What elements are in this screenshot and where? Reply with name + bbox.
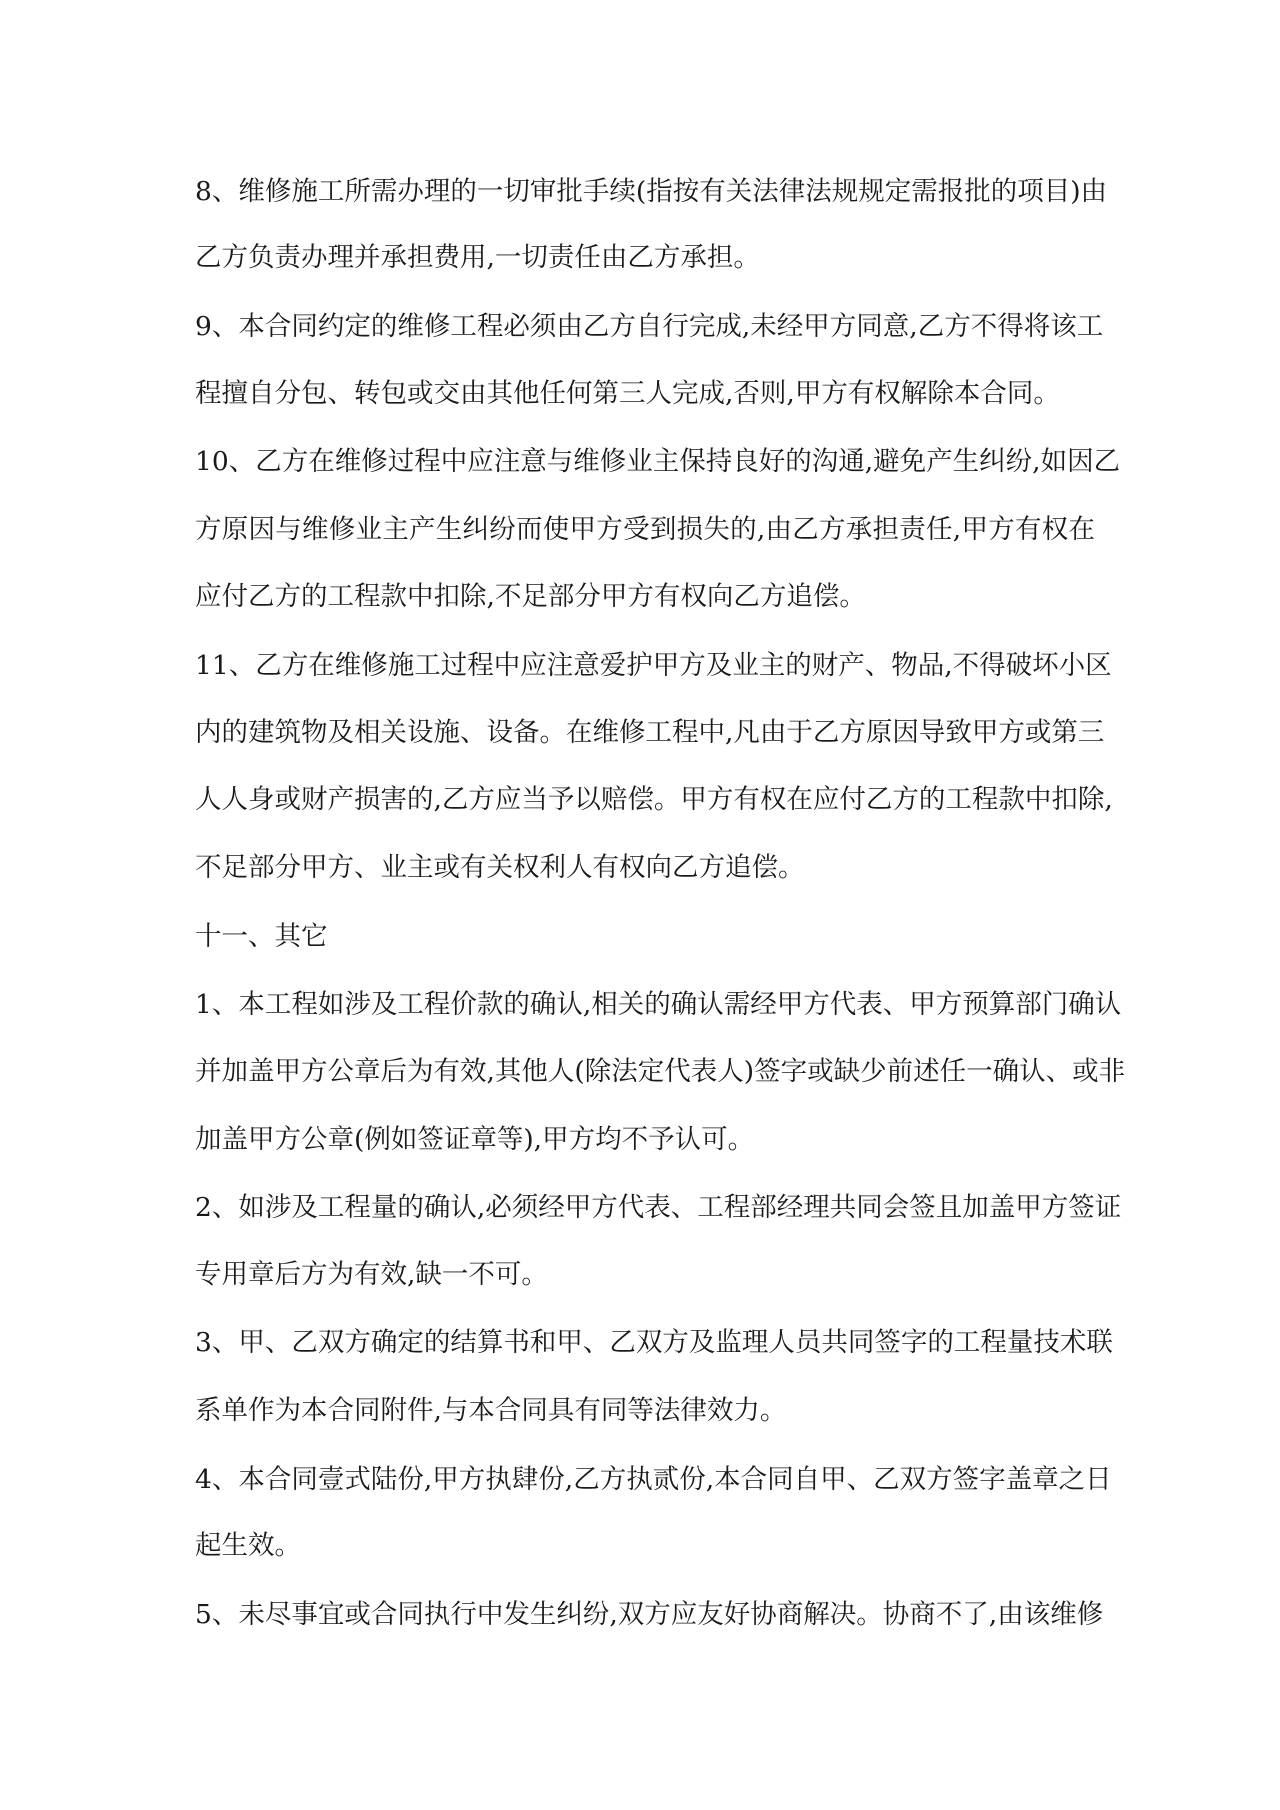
text-line: 4、本合同壹式陆份,甲方执肆份,乙方执贰份,本合同自甲、乙双方签字盖章之日 [195,1464,1112,1495]
text-line: 8、维修施工所需办理的一切审批手续(指按有关法律法规规定需报批的项目)由 [195,176,1108,207]
text-line: 专用章后方为有效,缺一不可。 [195,1259,548,1290]
text-line: 1、本工程如涉及工程价款的确认,相关的确认需经甲方代表、甲方预算部门确认 [195,989,1122,1020]
text-line: 11、乙方在维修施工过程中应注意爱护甲方及业主的财产、物品,不得破坏小区 [195,650,1112,681]
text-line: 5、未尽事宜或合同执行中发生纠纷,双方应友好协商解决。协商不了,由该维修 [195,1599,1104,1630]
text-line: 程擅自分包、转包或交由其他任何第三人完成,否则,甲方有权解除本合同。 [195,378,1060,409]
text-line: 加盖甲方公章(例如签证章等),甲方均不予认可。 [195,1124,755,1155]
text-line: 人人身或财产损害的,乙方应当予以赔偿。甲方有权在应付乙方的工程款中扣除, [195,784,1113,815]
text-line: 9、本合同约定的维修工程必须由乙方自行完成,未经甲方同意,乙方不得将该工 [195,311,1104,342]
text-line: 内的建筑物及相关设施、设备。在维修工程中,凡由于乙方原因导致甲方或第三 [195,717,1105,748]
text-line: 并加盖甲方公章后为有效,其他人(除法定代表人)签字或缺少前述任一确认、或非 [195,1056,1126,1087]
text-line: 2、如涉及工程量的确认,必须经甲方代表、工程部经理共同会签且加盖甲方签证 [195,1192,1122,1223]
text-line: 10、乙方在维修过程中应注意与维修业主保持良好的沟通,避免产生纠纷,如因乙 [195,446,1121,477]
text-line: 乙方负责办理并承担费用,一切责任由乙方承担。 [195,242,760,273]
text-line: 系单作为本合同附件,与本合同具有同等法律效力。 [195,1395,787,1426]
text-line: 不足部分甲方、业主或有关权利人有权向乙方追偿。 [195,852,805,883]
section-heading: 十一、其它 [195,921,328,952]
text-line: 方原因与维修业主产生纠纷而使甲方受到损失的,由乙方承担责任,甲方有权在 [195,514,1095,545]
text-line: 起生效。 [195,1530,301,1561]
text-line: 3、甲、乙双方确定的结算书和甲、乙双方及监理人员共同签字的工程量技术联 [195,1327,1113,1358]
text-line: 应付乙方的工程款中扣除,不足部分甲方有权向乙方追偿。 [195,581,866,612]
